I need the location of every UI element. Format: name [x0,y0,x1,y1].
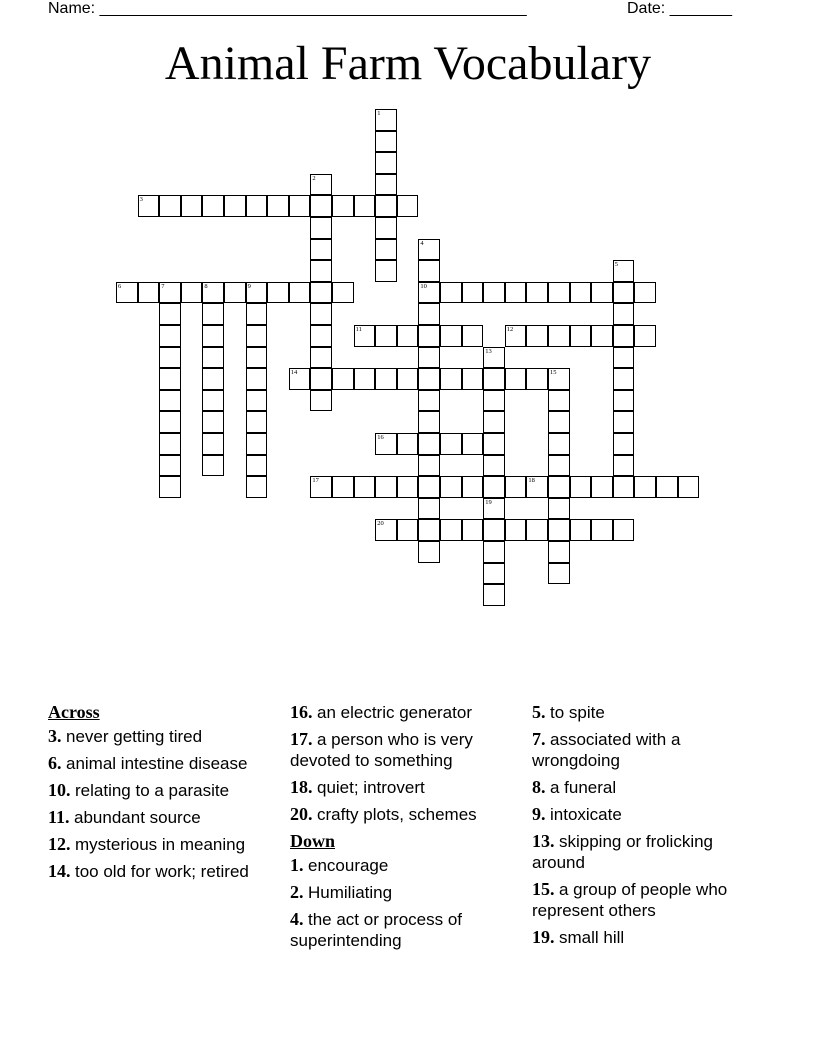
down-clue [532,804,764,825]
crossword-cell[interactable] [613,325,635,347]
across-clue [290,777,522,798]
crossword-cell[interactable] [375,519,397,541]
clue-text: small hill [559,928,625,947]
crossword-cell[interactable] [138,195,160,217]
crossword-cell[interactable] [310,260,332,282]
crossword-cell[interactable] [570,282,592,304]
cell-number: 7 [161,282,165,290]
clue-text: a funeral [550,778,617,797]
crossword-cell[interactable] [418,368,440,390]
crossword-cell[interactable] [397,195,419,217]
crossword-cell[interactable] [483,519,505,541]
crossword-cell[interactable] [462,325,484,347]
crossword-cell[interactable] [332,195,354,217]
crossword-cell[interactable] [591,476,613,498]
clue-number: 18. [290,777,313,797]
crossword-cell[interactable] [483,498,505,520]
crossword-cell[interactable] [591,282,613,304]
crossword-cell[interactable] [310,282,332,304]
clue-text: quiet; introvert [317,778,425,797]
crossword-cell[interactable] [570,325,592,347]
clue-text: never getting tired [66,727,203,746]
crossword-cell[interactable] [397,433,419,455]
crossword-cell[interactable] [246,347,268,369]
crossword-cell[interactable] [570,476,592,498]
crossword-cell[interactable] [418,498,440,520]
crossword-cell[interactable] [613,368,635,390]
cell-number: 18 [528,477,535,485]
crossword-cell[interactable] [181,282,203,304]
page-title: Animal Farm Vocabulary [164,37,652,90]
clue-number: 3. [48,726,62,746]
crossword-cell[interactable] [440,519,462,541]
crossword-cell[interactable] [505,282,527,304]
crossword-cell[interactable] [548,411,570,433]
clue-text: a person who is very devoted to something [290,730,473,770]
crossword-cell[interactable] [526,282,548,304]
cell-number: 15 [550,369,557,377]
crossword-cell[interactable] [289,282,311,304]
across-clue [48,753,278,774]
crossword-cell[interactable] [462,519,484,541]
crossword-cell[interactable] [246,303,268,325]
crossword-cell[interactable] [138,282,160,304]
crossword-cell[interactable] [202,303,224,325]
crossword-cell[interactable] [548,325,570,347]
crossword-cell[interactable] [613,390,635,412]
cell-number: 6 [118,282,122,290]
crossword-cell[interactable] [202,325,224,347]
crossword-cell[interactable] [418,390,440,412]
crossword-cell[interactable] [159,303,181,325]
clue-number: 14. [48,861,71,881]
crossword-cell[interactable] [548,519,570,541]
crossword-cell[interactable] [634,282,656,304]
clue-text: mysterious in meaning [75,835,246,854]
crossword-cell[interactable] [634,325,656,347]
name-line: Name: ________________________________________________ [48,0,527,17]
crossword-cell[interactable] [332,282,354,304]
crossword-cell[interactable] [483,347,505,369]
crossword-cell[interactable] [202,347,224,369]
crossword-cell[interactable] [375,131,397,153]
crossword-cell[interactable] [181,195,203,217]
down-clue [532,927,764,948]
clue-text: relating to a parasite [75,781,230,800]
crossword-cell[interactable] [440,282,462,304]
clue-number: 5. [532,702,546,722]
crossword-cell[interactable] [483,563,505,585]
crossword-cell[interactable] [418,239,440,261]
clue-number: 6. [48,753,62,773]
crossword-cell[interactable] [354,368,376,390]
clue-number: 9. [532,804,546,824]
crossword-cell[interactable] [246,195,268,217]
clue-number: 8. [532,777,546,797]
crossword-cell[interactable] [246,282,268,304]
crossword-cell[interactable] [159,282,181,304]
crossword-cell[interactable] [375,260,397,282]
cell-number: 17 [312,477,319,485]
crossword-cell[interactable] [159,433,181,455]
cell-number: 12 [506,326,514,333]
crossword-cell[interactable] [613,433,635,455]
clue-text: an electric generator [317,703,472,722]
crossword-cell[interactable] [267,195,289,217]
crossword-cell[interactable] [548,433,570,455]
crossword-cell[interactable] [418,476,440,498]
down-clue [290,882,522,903]
crossword-cell[interactable] [418,433,440,455]
crossword-cell[interactable] [289,195,311,217]
crossword-cell[interactable] [483,282,505,304]
crossword-cell[interactable] [159,390,181,412]
crossword-cell[interactable] [246,455,268,477]
crossword-cell[interactable] [613,260,635,282]
crossword-cell[interactable] [224,195,246,217]
clue-number: 17. [290,729,313,749]
clue-number: 20. [290,804,313,824]
clue-number: 11. [48,807,70,827]
crossword-cell[interactable] [440,325,462,347]
clue-number: 4. [290,909,304,929]
crossword-cell[interactable] [418,303,440,325]
clue-number: 16. [290,702,313,722]
across-clue [290,702,522,723]
crossword-cell[interactable] [202,455,224,477]
crossword-cell[interactable] [159,325,181,347]
across-heading: Across [48,702,100,722]
crossword-cell[interactable] [310,174,332,196]
clues-column-3 [532,702,764,954]
crossword-cell[interactable] [397,368,419,390]
crossword-cell[interactable] [483,390,505,412]
crossword-cell[interactable] [332,368,354,390]
cell-number: 9 [247,282,251,290]
cell-number: 1 [377,110,381,117]
crossword-cell[interactable] [310,347,332,369]
crossword-cell[interactable] [548,455,570,477]
crossword-cell[interactable] [505,368,527,390]
across-clue [48,780,278,801]
crossword-cell[interactable] [505,476,527,498]
clue-text: skipping or frolicking around [532,832,714,872]
crossword-cell[interactable] [483,476,505,498]
crossword-cell[interactable] [526,476,548,498]
clue-number: 7. [532,729,546,749]
crossword-cell[interactable] [310,239,332,261]
clue-number: 1. [290,855,304,875]
cell-number: 4 [420,239,424,247]
crossword-cell[interactable] [159,347,181,369]
crossword-cell[interactable] [202,282,224,304]
crossword-cell[interactable] [418,325,440,347]
crossword-cell[interactable] [418,411,440,433]
clue-text: the act or process of superintending [290,910,463,950]
crossword-cell[interactable] [613,347,635,369]
crossword-cell[interactable] [613,282,635,304]
down-clue [532,831,764,873]
across-clue [48,861,278,882]
cell-number: 3 [139,196,143,204]
crossword-cell[interactable] [310,303,332,325]
down-clue [532,879,764,921]
crossword-cell[interactable] [418,260,440,282]
crossword-cell[interactable] [267,282,289,304]
cell-number: 13 [485,347,492,355]
crossword-cell[interactable] [354,195,376,217]
clues-column-2 [290,702,522,957]
crossword-cell[interactable] [354,476,376,498]
crossword-cell[interactable] [526,325,548,347]
crossword-cell[interactable] [310,368,332,390]
clue-text: animal intestine disease [66,754,248,773]
clue-text: a group of people who represent others [532,880,728,920]
down-clue [532,702,764,723]
crossword-cell[interactable] [462,282,484,304]
crossword-cell[interactable] [483,541,505,563]
clue-number: 15. [532,879,555,899]
crossword-cell[interactable] [483,455,505,477]
crossword-cell[interactable] [375,174,397,196]
crossword-cell[interactable] [440,476,462,498]
crossword-cell[interactable] [375,109,397,131]
crossword-cell[interactable] [159,195,181,217]
crossword-cell[interactable] [440,433,462,455]
crossword-cell[interactable] [246,411,268,433]
crossword-cell[interactable] [310,217,332,239]
crossword-cell[interactable] [246,476,268,498]
crossword-cell[interactable] [246,433,268,455]
crossword-cell[interactable] [548,390,570,412]
crossword-cell[interactable] [548,563,570,585]
down-clue [290,909,522,951]
crossword-cell[interactable] [375,239,397,261]
crossword-cell[interactable] [462,433,484,455]
crossword-cell[interactable] [332,476,354,498]
crossword-cell[interactable] [246,325,268,347]
crossword-cell[interactable] [375,325,397,347]
crossword-cell[interactable] [159,368,181,390]
crossword-cell[interactable] [375,476,397,498]
clue-number: 19. [532,927,555,947]
crossword-cell[interactable] [591,519,613,541]
crossword-cell[interactable] [548,476,570,498]
crossword-cell[interactable] [224,282,246,304]
clues-column-1 [48,702,278,888]
crossword-cell[interactable] [246,368,268,390]
crossword-cell[interactable] [462,476,484,498]
clue-text: to spite [550,703,605,722]
cell-number: 16 [377,434,384,441]
crossword-cell[interactable] [354,325,376,347]
cell-number: 2 [312,174,316,182]
cell-number: 10 [420,282,427,290]
across-clue [48,807,278,828]
crossword-cell[interactable] [397,519,419,541]
crossword-cell[interactable] [375,152,397,174]
down-clue [532,777,764,798]
crossword-cell[interactable] [505,519,527,541]
crossword-cell[interactable] [591,325,613,347]
crossword-cell[interactable] [613,411,635,433]
crossword-cell[interactable] [310,390,332,412]
down-clue [290,855,522,876]
clue-number: 13. [532,831,555,851]
crossword-cell[interactable] [418,347,440,369]
crossword-cell[interactable] [310,195,332,217]
clue-number: 2. [290,882,304,902]
clue-text: crafty plots, schemes [317,805,477,824]
cell-number: 11 [355,326,362,333]
crossword-cell[interactable] [375,217,397,239]
crossword-cell[interactable] [418,519,440,541]
crossword-cell[interactable] [613,476,635,498]
crossword-cell[interactable] [202,195,224,217]
across-clue [48,726,278,747]
cell-number: 8 [204,282,208,290]
crossword-cell[interactable] [526,368,548,390]
crossword-cell[interactable] [483,368,505,390]
clue-text: too old for work; retired [75,862,249,881]
crossword-cell[interactable] [418,541,440,563]
crossword-cell[interactable] [397,476,419,498]
date-line: Date: _______ [627,0,732,17]
crossword-cell[interactable] [526,519,548,541]
crossword-cell[interactable] [440,368,462,390]
across-clue [48,834,278,855]
cell-number: 19 [485,498,492,506]
crossword-cell[interactable] [310,476,332,498]
down-heading: Down [290,831,336,851]
crossword-cell[interactable] [548,541,570,563]
crossword-cell[interactable] [202,368,224,390]
clue-text: encourage [308,856,389,875]
clue-number: 10. [48,780,71,800]
crossword-cell[interactable] [418,282,440,304]
crossword-cell[interactable] [634,476,656,498]
crossword-cell[interactable] [116,282,138,304]
crossword-cell[interactable] [483,411,505,433]
across-clue [290,729,522,771]
crossword-cell[interactable] [310,325,332,347]
down-clue [532,729,764,771]
crossword-cell[interactable] [159,476,181,498]
crossword-cell[interactable] [613,303,635,325]
crossword-cell[interactable] [505,325,527,347]
cell-number: 20 [377,520,384,528]
crossword-cell[interactable] [548,498,570,520]
crossword-cell[interactable] [202,390,224,412]
crossword-cell[interactable] [613,519,635,541]
across-clue [290,804,522,825]
clue-text: abundant source [74,808,201,827]
cell-number: 14 [290,369,298,377]
crossword-cell[interactable] [548,368,570,390]
crossword-cell[interactable] [418,455,440,477]
crossword-cell[interactable] [202,433,224,455]
cell-number: 5 [614,261,619,269]
crossword-cell[interactable] [159,411,181,433]
crossword-cell[interactable] [397,325,419,347]
crossword-cell[interactable] [656,476,678,498]
crossword-cell[interactable] [375,368,397,390]
crossword-cell[interactable] [548,282,570,304]
crossword-cell[interactable] [483,433,505,455]
crossword-cell[interactable] [462,368,484,390]
crossword-cell[interactable] [613,455,635,477]
crossword-cell[interactable] [246,390,268,412]
crossword-cell[interactable] [375,195,397,217]
crossword-cell[interactable] [202,411,224,433]
crossword-cell[interactable] [678,476,700,498]
clue-text: intoxicate [550,805,622,824]
clue-text: associated with a wrongdoing [532,730,681,770]
crossword-cell[interactable] [570,519,592,541]
crossword-cell[interactable] [483,584,505,606]
crossword-cell[interactable] [375,433,397,455]
clue-number: 12. [48,834,71,854]
clue-text: Humiliating [308,883,393,902]
crossword-cell[interactable] [289,368,311,390]
crossword-cell[interactable] [159,455,181,477]
